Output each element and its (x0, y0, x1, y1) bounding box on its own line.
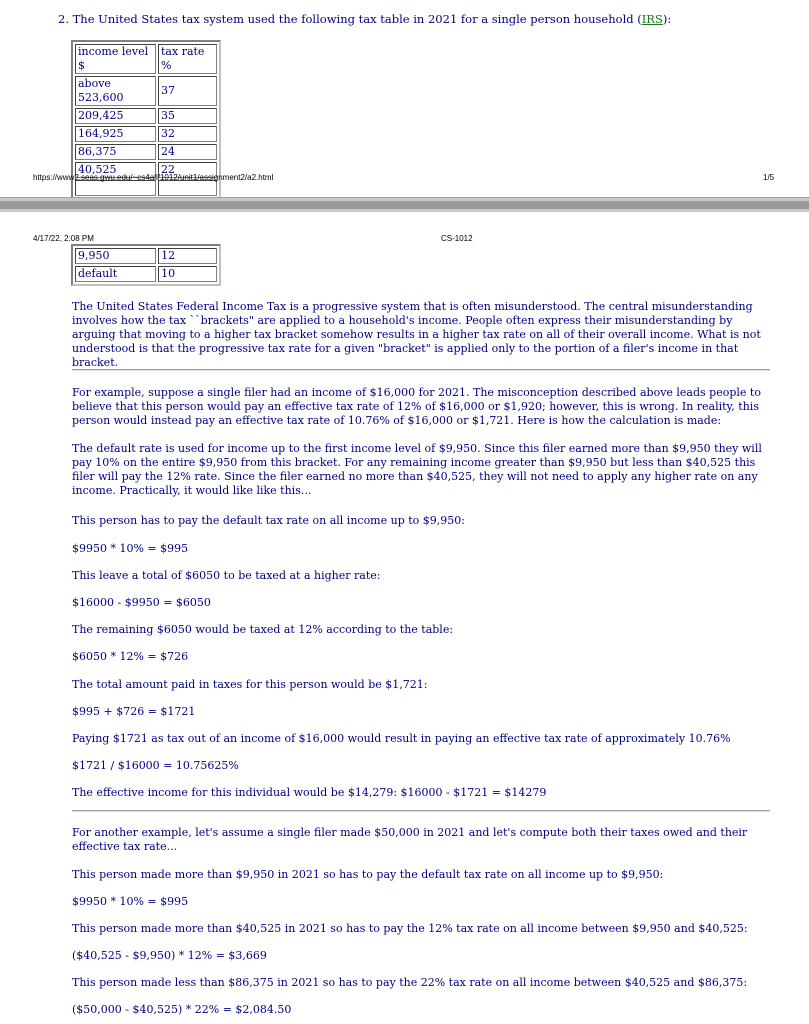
calc-line: $9950 * 10% = $995 (72, 542, 189, 555)
income-cell: 40,525 (75, 162, 156, 178)
calc-line: The remaining $6050 would be taxed at 12% according to the table: (72, 623, 454, 636)
rate-cell: 35 (158, 108, 217, 124)
calc-line: This person made more than $40,525 in 2021 so has to pay the 12% tax rate on all income between $9,950 and $40,525: (72, 922, 748, 935)
tax-table-continued-clip (71, 250, 221, 288)
calc-line: $995 + $726 = $1721 (72, 705, 196, 718)
calc-line: $9950 * 10% = $995 (72, 895, 189, 908)
income-cell: 164,925 (75, 126, 156, 142)
table-header-row (75, 44, 217, 74)
calc-line: $1721 / $16000 = 10.75625% (72, 759, 239, 772)
rate-cell: 12 (158, 248, 217, 264)
footer-page-number: 1/5 (763, 173, 775, 182)
intro-paragraph: The United States Federal Income Tax is a progressive system that is often misunderstood. The central misunderstanding involves how the tax ``brackets" are applied to a household's income. People often express their misunderstanding by arguing that moving to a higher tax bracket somehow results in a higher tax rate on all of their overall income. What is not understood is that the progressive tax rate for a given "bracket" is applied only to the portion of a filer's income in that bracket. (72, 300, 761, 369)
calc-line: $16000 - $9950 = $6050 (72, 596, 211, 609)
rate-cell: 32 (158, 126, 217, 142)
table-row-cut (75, 180, 217, 196)
table-row (75, 266, 217, 282)
calc-line: This leave a total of $6050 to be taxed at a higher rate: (72, 569, 381, 582)
calc-line: This person made more than $9,950 in 2021 so has to pay the default tax rate on all income up to $9,950: (72, 868, 664, 881)
header-date: 4/17/22, 2:08 PM (33, 234, 94, 243)
tax-table-clip (71, 40, 221, 176)
rate-cell: 37 (158, 76, 217, 106)
table-row (75, 144, 217, 160)
income-cell: 86,375 (75, 144, 156, 160)
header-title: CS-1012 (441, 234, 473, 243)
table-row (75, 126, 217, 142)
income-cell: default (75, 266, 156, 282)
cut-cell (158, 180, 217, 196)
income-cell: 9,950 (75, 248, 156, 264)
example1-intro: For example, suppose a single filer had an income of $16,000 for 2021. The misconception described above leads people to believe that this person would pay an effective tax rate of 12% of $16,000 or $1,920; however, this is wrong. In reality, this person would instead pay an effective tax rate of 10.76% of $16,000 or $1,721. Here is how the calculation is made: (72, 386, 761, 427)
calc-line: This person has to pay the default tax rate on all income up to $9,950: (72, 514, 465, 527)
table-row (75, 108, 217, 124)
calc-line: This person made less than $86,375 in 2021 so has to pay the 22% tax rate on all income between $40,525 and $86,375: (72, 976, 748, 989)
example2-intro: For another example, let's assume a single filer made $50,000 in 2021 and let's compute both their taxes owed and their effective tax rate... (72, 826, 748, 853)
question-tail: ): (662, 12, 672, 26)
page-2 (0, 212, 809, 1024)
question-text (58, 12, 671, 26)
income-cell: 209,425 (75, 108, 156, 124)
page-1 (0, 0, 809, 197)
calc-line: The effective income for this individual would be $14,279: $16000 - $1721 = $14279 (72, 786, 547, 799)
table-row (75, 248, 217, 264)
tax-table-continued (71, 244, 221, 286)
calc-line: $6050 * 12% = $726 (72, 650, 189, 663)
divider (72, 369, 770, 371)
divider (72, 810, 770, 812)
cut-cell (75, 180, 156, 196)
rate-cell: 24 (158, 144, 217, 160)
example1-default: The default rate is used for income up to the first income level of $9,950. Since this filer earned more than $9,950 they will pay 10% on the entire $9,950 from this bracket. For any remaining income greater than $9,950 but less than $40,525 this filer will pay the 12% rate. Since the filer earned no more than $40,525, they will not need to apply any higher rate on any income. Practically, it would like like this... (72, 442, 762, 497)
header-tax-rate: tax rate % (158, 44, 217, 74)
calc-line: Paying $1721 as tax out of an income of $16,000 would result in paying an effective tax rate of approximately 10.76% (72, 732, 731, 745)
question-lead: 2. The United States tax system used the following tax table in 2021 for a single person household ( (58, 12, 642, 26)
income-cell: above 523,600 (75, 76, 156, 106)
irs-link[interactable]: IRS (641, 12, 663, 26)
header-income-level: income level $ (75, 44, 156, 74)
page-separator-bar (0, 201, 809, 209)
footer-url: https://www2.seas.gwu.edu/~cs4all/1012/unit1/assignment2/a2.html (33, 173, 274, 182)
table-row (75, 76, 217, 106)
rate-cell: 10 (158, 266, 217, 282)
calc-line: ($50,000 - $40,525) * 22% = $2,084.50 (72, 1003, 292, 1016)
rate-cell: 22 (158, 162, 217, 178)
calc-line: ($40,525 - $9,950) * 12% = $3,669 (72, 949, 267, 962)
calc-line: The total amount paid in taxes for this person would be $1,721: (72, 678, 428, 691)
